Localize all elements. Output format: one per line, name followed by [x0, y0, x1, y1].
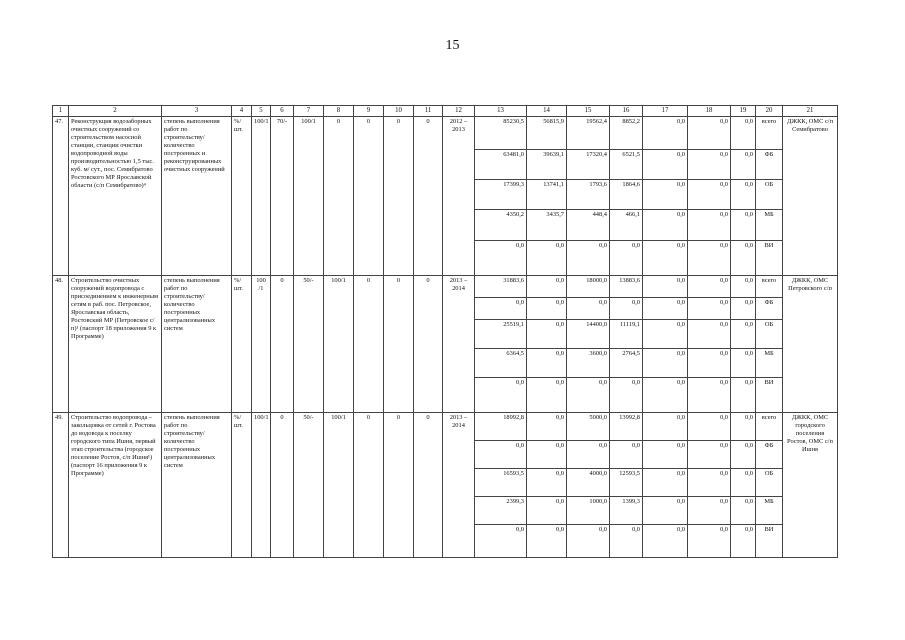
- program-table: [52, 105, 838, 558]
- funding-value: 0,0: [688, 320, 731, 349]
- funding-value: 18000,0: [567, 276, 610, 298]
- project-name: Строительство водопровода – закольцовка от сетей г. Ростова до водовода к поселку городского типа Ишня, первый этап строительства (городское поселение Ростов, с/п Ишня¹) (паспорт 16 приложения 9 к Программе): [69, 413, 162, 558]
- funding-value: 0,0: [527, 349, 567, 378]
- funding-value: 0,0: [731, 525, 756, 558]
- header-cell: 10: [384, 106, 414, 117]
- funding-value: 16593,5: [475, 469, 527, 497]
- funding-value: 12593,5: [610, 469, 643, 497]
- funding-value: 0,0: [527, 413, 567, 441]
- funding-value: 0,0: [731, 349, 756, 378]
- funding-value: 85230,5: [475, 117, 527, 150]
- funding-value: 0,0: [643, 525, 688, 558]
- header-cell: 18: [688, 106, 731, 117]
- header-cell: 2: [69, 106, 162, 117]
- header-cell: 5: [252, 106, 271, 117]
- header-cell: 11: [414, 106, 443, 117]
- indicator-value: 0: [354, 276, 384, 413]
- funding-value: 0,0: [643, 276, 688, 298]
- project-row: [53, 413, 838, 441]
- header-cell: 9: [354, 106, 384, 117]
- funding-value: 3600,0: [567, 349, 610, 378]
- funding-value: 0,0: [527, 378, 567, 413]
- funding-value: 0,0: [688, 150, 731, 180]
- funding-value: 39639,1: [527, 150, 567, 180]
- funding-value: 13992,8: [610, 413, 643, 441]
- indicator-value: 100/1: [324, 413, 354, 558]
- funding-source: всего: [756, 117, 783, 150]
- header-cell: 6: [271, 106, 294, 117]
- funding-value: 17320,4: [567, 150, 610, 180]
- funding-value: 0,0: [731, 413, 756, 441]
- funding-value: 0,0: [643, 413, 688, 441]
- funding-source: МБ: [756, 210, 783, 241]
- funding-value: 0,0: [567, 378, 610, 413]
- indicator-value: 100/1: [252, 117, 271, 276]
- funding-value: 0,0: [731, 241, 756, 276]
- funding-value: 0,0: [527, 469, 567, 497]
- indicator-value: 100/1: [252, 413, 271, 558]
- funding-value: 25519,1: [475, 320, 527, 349]
- funding-value: 1000,0: [567, 497, 610, 525]
- funding-value: 0,0: [527, 320, 567, 349]
- indicator-name: степень выполнения работ по строительству/ количество построенных централизованных систем: [162, 413, 232, 558]
- funding-value: 2399,3: [475, 497, 527, 525]
- indicator-value: 0: [414, 413, 443, 558]
- funding-value: 0,0: [643, 320, 688, 349]
- indicator-value: 0: [324, 117, 354, 276]
- funding-value: 0,0: [731, 210, 756, 241]
- funding-value: 8852,2: [610, 117, 643, 150]
- funding-value: 0,0: [567, 298, 610, 320]
- funding-value: 13883,6: [610, 276, 643, 298]
- header-cell: 19: [731, 106, 756, 117]
- funding-value: 0,0: [643, 117, 688, 150]
- header-cell: 13: [475, 106, 527, 117]
- header-cell: 7: [294, 106, 324, 117]
- header-cell: 21: [783, 106, 838, 117]
- funding-value: 0,0: [688, 298, 731, 320]
- funding-value: 0,0: [731, 180, 756, 210]
- funding-value: 0,0: [688, 497, 731, 525]
- executor: ДЖКК, ОМС Петровского с/п: [783, 276, 838, 413]
- funding-value: 19562,4: [567, 117, 610, 150]
- indicator-value: 100 /1: [252, 276, 271, 413]
- funding-value: 1793,6: [567, 180, 610, 210]
- funding-source: всего: [756, 276, 783, 298]
- funding-value: 0,0: [643, 210, 688, 241]
- funding-value: 0,0: [688, 413, 731, 441]
- funding-value: 0,0: [567, 525, 610, 558]
- page-number: 15: [445, 38, 460, 53]
- header-cell: 20: [756, 106, 783, 117]
- indicator-value: 0: [384, 276, 414, 413]
- funding-value: 448,4: [567, 210, 610, 241]
- funding-value: 0,0: [688, 378, 731, 413]
- funding-source: ВИ: [756, 525, 783, 558]
- project-name: Строительство очистных сооружений водопровода с присоединением к инженерным сетям в раб. пос. Петровское, Ярославская область, Ростовский МР (Петровское с/п)¹ (паспорт 18 приложения 9 к Программе): [69, 276, 162, 413]
- funding-value: 0,0: [643, 349, 688, 378]
- indicator-value: 100/1: [324, 276, 354, 413]
- funding-source: ВИ: [756, 241, 783, 276]
- funding-value: 0,0: [475, 441, 527, 469]
- indicator-value: 0: [354, 117, 384, 276]
- funding-value: 0,0: [610, 241, 643, 276]
- funding-value: 0,0: [688, 441, 731, 469]
- funding-source: ОБ: [756, 320, 783, 349]
- funding-value: 0,0: [731, 378, 756, 413]
- row-number: 49.: [53, 413, 69, 558]
- header-cell: 14: [527, 106, 567, 117]
- indicator-value: 70/-: [271, 117, 294, 276]
- period: 2013 – 2014: [443, 413, 475, 558]
- funding-value: 0,0: [688, 180, 731, 210]
- funding-value: 56815,9: [527, 117, 567, 150]
- funding-value: 0,0: [731, 298, 756, 320]
- funding-value: 0,0: [731, 117, 756, 150]
- funding-value: 0,0: [688, 349, 731, 378]
- funding-value: 1864,6: [610, 180, 643, 210]
- funding-value: 0,0: [731, 276, 756, 298]
- funding-value: 0,0: [527, 298, 567, 320]
- funding-value: 0,0: [688, 210, 731, 241]
- funding-value: 0,0: [643, 469, 688, 497]
- funding-value: 0,0: [527, 441, 567, 469]
- funding-value: 31883,6: [475, 276, 527, 298]
- funding-value: 0,0: [643, 298, 688, 320]
- funding-value: 0,0: [527, 241, 567, 276]
- funding-value: 0,0: [610, 298, 643, 320]
- indicator-name: степень выполнения работ по строительству/ количество построенных централизованных систем: [162, 276, 232, 413]
- funding-value: 4350,2: [475, 210, 527, 241]
- funding-value: 0,0: [610, 525, 643, 558]
- funding-value: 0,0: [610, 378, 643, 413]
- funding-value: 0,0: [527, 497, 567, 525]
- header-cell: 17: [643, 106, 688, 117]
- indicator-value: 0: [414, 276, 443, 413]
- funding-value: 3435,7: [527, 210, 567, 241]
- funding-value: 0,0: [731, 497, 756, 525]
- funding-value: 0,0: [475, 241, 527, 276]
- funding-value: 466,1: [610, 210, 643, 241]
- funding-value: 0,0: [567, 241, 610, 276]
- funding-value: 5000,0: [567, 413, 610, 441]
- funding-value: 0,0: [688, 241, 731, 276]
- funding-value: 0,0: [643, 241, 688, 276]
- funding-value: 0,0: [643, 497, 688, 525]
- funding-value: 0,0: [527, 525, 567, 558]
- header-cell: 8: [324, 106, 354, 117]
- funding-value: 0,0: [610, 441, 643, 469]
- unit: %/ шт.: [232, 276, 252, 413]
- executor: ДЖКК, ОМС с/п Семибратово: [783, 117, 838, 276]
- row-number: 48.: [53, 276, 69, 413]
- funding-value: 11119,1: [610, 320, 643, 349]
- funding-value: 0,0: [688, 276, 731, 298]
- indicator-value: 0: [414, 117, 443, 276]
- funding-value: 17399,3: [475, 180, 527, 210]
- indicator-name: степень выполнения работ по строительству/ количество построенных и реконструированных очистных сооружений: [162, 117, 232, 276]
- funding-source: ФБ: [756, 298, 783, 320]
- indicator-value: 100/1: [294, 117, 324, 276]
- indicator-value: 0: [271, 413, 294, 558]
- header-cell: 15: [567, 106, 610, 117]
- funding-value: 63481,0: [475, 150, 527, 180]
- project-row: [53, 117, 838, 150]
- funding-value: 0,0: [688, 117, 731, 150]
- funding-value: 0,0: [688, 525, 731, 558]
- funding-value: 0,0: [731, 320, 756, 349]
- funding-value: 0,0: [475, 378, 527, 413]
- period: 2013 – 2014: [443, 276, 475, 413]
- period: 2012 – 2013: [443, 117, 475, 276]
- funding-value: 0,0: [567, 441, 610, 469]
- indicator-value: 0: [271, 276, 294, 413]
- header-cell: 1: [53, 106, 69, 117]
- indicator-value: 0: [354, 413, 384, 558]
- funding-value: 0,0: [527, 276, 567, 298]
- funding-value: 1399,3: [610, 497, 643, 525]
- funding-value: 0,0: [643, 441, 688, 469]
- funding-source: ОБ: [756, 180, 783, 210]
- indicator-value: 0: [384, 413, 414, 558]
- funding-value: 14400,0: [567, 320, 610, 349]
- header-cell: 4: [232, 106, 252, 117]
- indicator-value: 50/-: [294, 276, 324, 413]
- funding-source: ФБ: [756, 150, 783, 180]
- funding-value: 0,0: [643, 180, 688, 210]
- funding-source: МБ: [756, 349, 783, 378]
- funding-source: ОБ: [756, 469, 783, 497]
- funding-value: 0,0: [688, 469, 731, 497]
- unit: %/ шт.: [232, 413, 252, 558]
- funding-value: 6364,5: [475, 349, 527, 378]
- indicator-value: 50/-: [294, 413, 324, 558]
- funding-source: ВИ: [756, 378, 783, 413]
- funding-value: 2764,5: [610, 349, 643, 378]
- funding-value: 0,0: [643, 378, 688, 413]
- funding-value: 0,0: [475, 298, 527, 320]
- row-number: 47.: [53, 117, 69, 276]
- funding-value: 0,0: [731, 150, 756, 180]
- funding-value: 0,0: [475, 525, 527, 558]
- funding-source: всего: [756, 413, 783, 441]
- funding-value: 18992,8: [475, 413, 527, 441]
- indicator-value: 0: [384, 117, 414, 276]
- funding-source: МБ: [756, 497, 783, 525]
- unit: %/ шт.: [232, 117, 252, 276]
- funding-source: ФБ: [756, 441, 783, 469]
- funding-value: 0,0: [731, 469, 756, 497]
- header-cell: 12: [443, 106, 475, 117]
- funding-value: 0,0: [731, 441, 756, 469]
- funding-value: 6521,5: [610, 150, 643, 180]
- header-cell: 3: [162, 106, 232, 117]
- funding-value: 13741,1: [527, 180, 567, 210]
- funding-value: 4000,0: [567, 469, 610, 497]
- project-row: [53, 276, 838, 298]
- header-row: [53, 106, 838, 117]
- header-cell: 16: [610, 106, 643, 117]
- executor: ДЖКК, ОМС городского поселения Ростов, ОМС с/п Ишня: [783, 413, 838, 558]
- funding-value: 0,0: [643, 150, 688, 180]
- project-name: Реконструкция водозаборных очистных сооружений со строительством насосной станции, станции очистки водопроводной воды производительностью 1,5 тыс. куб. м/ сут., пос. Семибратово Ростовского МР Ярославской области (с/п Семибратово)⁴: [69, 117, 162, 276]
